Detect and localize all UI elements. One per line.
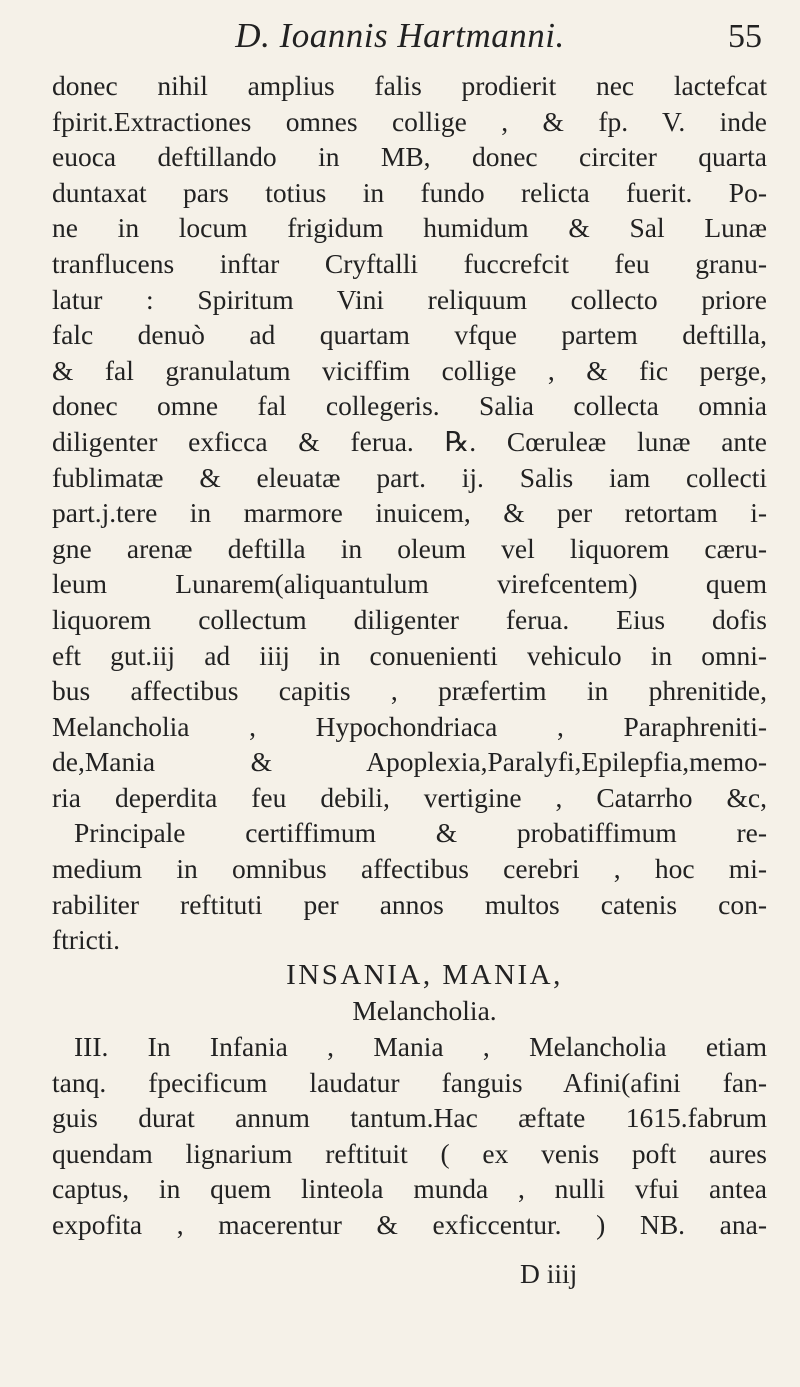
section-subheading: Melancholia. <box>352 995 497 1027</box>
text-line: rabiliter reftituti per annos multos catenis con- <box>52 888 767 920</box>
text-line: fpirit.Extractiones omnes collige , & fp. V. inde <box>52 105 767 137</box>
text-line: captus, in quem linteola munda , nulli vfui antea <box>52 1173 767 1205</box>
text-line: part.j.tere in marmore inuicem, & per retortam i- <box>52 497 767 529</box>
text-line: guis durat annum tantum.Hac æftate 1615.fabrum <box>52 1102 767 1134</box>
text-line: euoca deftillando in MB, donec circiter quarta <box>52 141 767 173</box>
text-line: & fal granulatum viciffim collige , & fic perge, <box>52 354 767 386</box>
text-line: III. In Infania , Mania , Melancholia etiam <box>74 1031 767 1063</box>
page-number: 55 <box>728 18 762 55</box>
text-line: falc denuò ad quartam vfque partem deftilla, <box>52 319 767 351</box>
text-line: ftricti. <box>52 924 120 956</box>
text-line: tranflucens inftar Cryftalli fuccrefcit feu granu- <box>52 247 767 279</box>
text-line: Melancholia , Hypochondriaca , Paraphreniti- <box>52 710 767 742</box>
text-line: donec nihil amplius falis prodierit nec lactefcat <box>52 70 767 101</box>
text-line: ria deperdita feu debili, vertigine , Catarrho &c, <box>52 781 767 813</box>
text-line: expofita , macerentur & exficcentur. ) NB. ana- <box>52 1209 767 1240</box>
text-line: de,Mania & Apoplexia,Paralyfi,Epilepfia,memo- <box>52 746 767 778</box>
text-line: bus affectibus capitis , præfertim in phrenitide, <box>52 675 767 707</box>
text-line: fublimatæ & eleuatæ part. ij. Salis iam collecti <box>52 461 767 493</box>
text-line: gne arenæ deftilla in oleum vel liquorem cæru- <box>52 532 767 564</box>
text-line: duntaxat pars totius in fundo relicta fuerit. Po- <box>52 176 767 208</box>
text-line: eft gut.iij ad iiij in conuenienti vehiculo in omni- <box>52 639 767 671</box>
text-line: tanq. fpecificum laudatur fanguis Afini(afini fan- <box>52 1066 767 1098</box>
text-line: latur : Spiritum Vini reliquum collecto priore <box>52 283 767 315</box>
text-line: liquorem collectum diligenter ferua. Eius dofis <box>52 603 767 635</box>
text-line: medium in omnibus affectibus cerebri , hoc mi- <box>52 853 767 885</box>
text-line: Principale certiffimum & probatiffimum re- <box>74 817 767 849</box>
text-line: diligenter exficca & ferua. ℞. Cœruleæ lunæ ante <box>52 425 767 457</box>
signature-mark: D iiij <box>520 1258 578 1289</box>
running-head <box>0 6 800 66</box>
text-line: ne in locum frigidum humidum & Sal Lunæ <box>52 212 767 244</box>
text-line: quendam lignarium reftituit ( ex venis poft aures <box>52 1137 767 1169</box>
running-title: D. Ioannis Hartmanni. <box>235 16 565 55</box>
text-line: leum Lunarem(aliquantulum virefcentem) quem <box>52 568 767 600</box>
body-text <box>52 68 767 1243</box>
section-heading: INSANIA, MANIA, <box>286 958 563 991</box>
text-line: donec omne fal collegeris. Salia collecta omnia <box>52 390 767 422</box>
